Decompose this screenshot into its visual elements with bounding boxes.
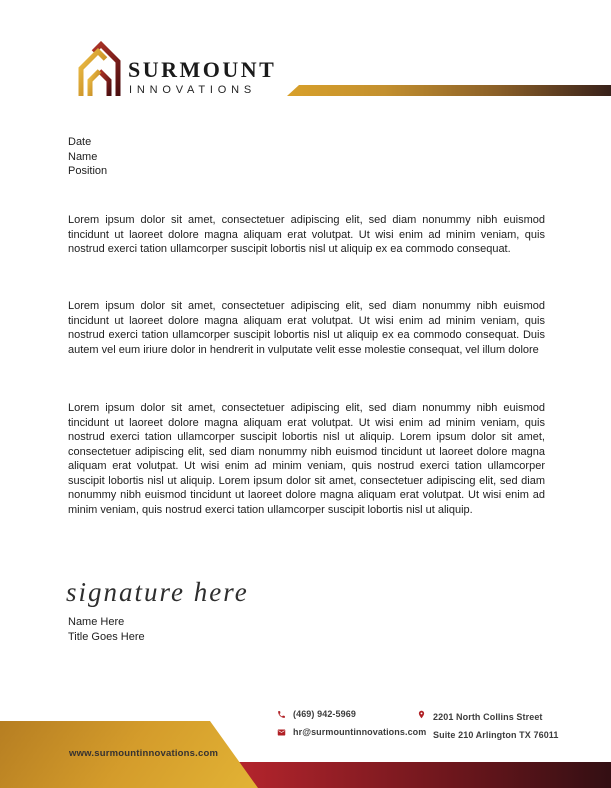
contact-column-phone-email	[277, 709, 426, 745]
phone-row	[277, 709, 426, 720]
phone-number: (469) 942-5969	[293, 709, 356, 719]
header-stripe-decoration	[287, 85, 611, 96]
signature-script: signature here	[66, 577, 249, 607]
contact-column-address	[417, 709, 559, 751]
date-label: Date	[68, 136, 92, 148]
envelope-icon	[277, 728, 286, 737]
brand-tagline: INNOVATIONS	[129, 84, 256, 96]
address-line-1: 2201 North Collins Street	[433, 712, 543, 722]
name-label: Name	[68, 150, 98, 163]
recipient-block	[68, 135, 107, 179]
email-row	[277, 727, 426, 738]
address-row	[417, 709, 559, 744]
phone-icon	[277, 710, 286, 719]
signer-name: Name Here	[68, 616, 125, 628]
company-logo-icon	[77, 41, 122, 99]
body-paragraph-2: Lorem ipsum dolor sit amet, consectetuer adipiscing elit, sed diam nonummy nibh euismod tincidunt ut laoreet dolore magna aliquam erat volutpat. Ut wisi enim ad minim veniam, quis nostrud exerci tation ullamcorper suscipit lobortis nisl ut aliquip ex ea commodo consequat. Duis autem vel eum iriure dolor in hendrerit in vulputate velit esse molestie consequat, vel illum dolore	[68, 300, 545, 356]
address-lines	[433, 709, 559, 744]
position-label: Position	[68, 165, 108, 177]
address-line-2: Suite 210 Arlington TX 76011	[433, 729, 559, 740]
body-paragraph-3: Lorem ipsum dolor sit amet, consectetuer adipiscing elit, sed diam nonummy nibh euismod tincidunt ut laoreet dolore magna aliquam erat volutpat. Ut wisi enim ad minim veniam, quis nostrud exerci tation ullamcorper suscipit lobortis nisl ut aliquip. Lorem ipsum dolor sit amet, consectetuer adipiscing elit, sed diam nonummy nibh euismod tincidunt ut laoreet dolore magna aliquam erat volutpat. Ut wisi enim ad minim veniam, quis nostrud exerci tation ullamcorper suscipit lobortis nisl ut aliquip. Lorem ipsum dolor sit amet, consectetuer adipiscing elit, sed diam nonummy nibh euismod tincidunt ut laoreet dolore magna aliquam erat volutpat. Ut wisi enim ad minim veniam, quis nostrud exerci tation ullamcorper suscipit lobortis nisl ut aliquip.	[68, 402, 545, 516]
location-pin-icon	[417, 710, 426, 719]
website-url: www.surmountinnovations.com	[69, 748, 219, 759]
signer-title: Title Goes Here	[68, 631, 145, 643]
email-address: hr@surmountinnovations.com	[293, 727, 427, 737]
brand-name: SURMOUNT	[128, 57, 277, 82]
body-paragraph-1: Lorem ipsum dolor sit amet, consectetuer adipiscing elit, sed diam nonummy nibh euismod tincidunt ut laoreet dolore magna aliquam erat volutpat. Ut wisi enim ad minim veniam, quis nostrud exerci tation ullamcorper suscipit lobortis nisl ut aliquip ex ea commodo consequat.	[68, 214, 545, 256]
